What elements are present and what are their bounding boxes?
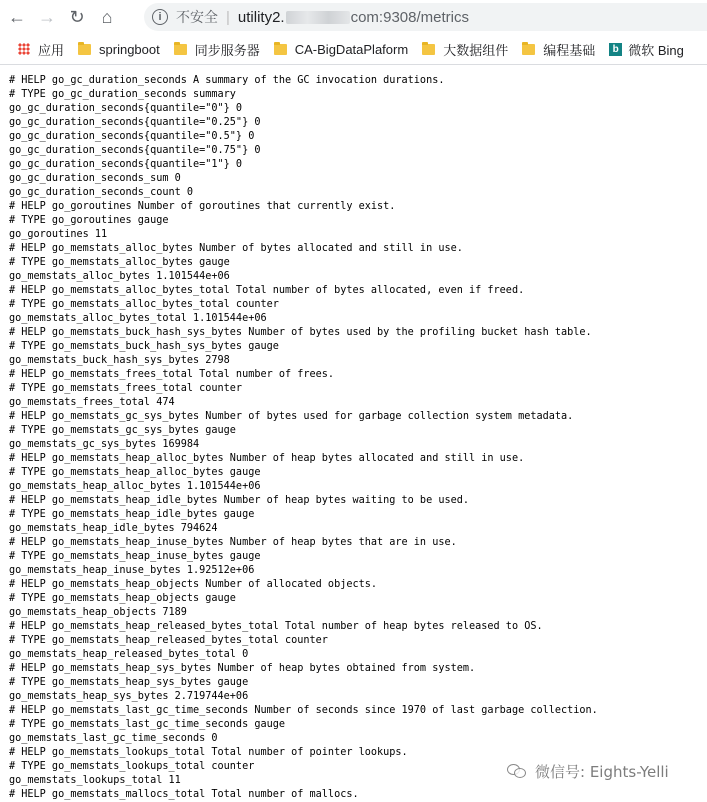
metric-line: go_gc_duration_seconds{quantile="0.5"} 0: [9, 131, 255, 142]
metric-line: # TYPE go_memstats_lookups_total counter: [9, 761, 255, 772]
metric-line: # TYPE go_memstats_heap_sys_bytes gauge: [9, 677, 249, 688]
metric-line: go_memstats_heap_objects 7189: [9, 607, 187, 618]
folder-icon: [522, 44, 535, 55]
metric-line: go_gc_duration_seconds{quantile="0.75"} 0: [9, 145, 261, 156]
metric-line: # TYPE go_memstats_heap_inuse_bytes gauge: [9, 551, 261, 562]
bookmark-label: 微软 Bing: [628, 42, 684, 58]
metric-line: go_memstats_heap_inuse_bytes 1.92512e+06: [9, 565, 255, 576]
metric-line: go_gc_duration_seconds{quantile="1"} 0: [9, 159, 243, 170]
bookmarks-bar: [0, 34, 707, 65]
bookmark-label: 编程基础: [543, 42, 596, 58]
bookmark-springboot[interactable]: [78, 42, 160, 57]
metric-line: go_memstats_last_gc_time_seconds 0: [9, 733, 218, 744]
metric-line: # HELP go_memstats_gc_sys_bytes Number of bytes used for garbage collection system metadata.: [9, 411, 574, 422]
metric-line: go_gc_duration_seconds_sum 0: [9, 173, 181, 184]
security-status: 不安全: [176, 9, 218, 25]
metric-line: # HELP go_memstats_heap_sys_bytes Number of heap bytes obtained from system.: [9, 663, 476, 674]
home-icon[interactable]: ⌂: [101, 6, 113, 27]
metric-line: # TYPE go_memstats_heap_objects gauge: [9, 593, 236, 604]
bookmark-sync-server[interactable]: [174, 40, 260, 59]
bookmark-programming-basics[interactable]: [522, 40, 595, 59]
metric-line: go_memstats_lookups_total 11: [9, 775, 181, 786]
metric-line: # HELP go_memstats_heap_idle_bytes Number of heap bytes waiting to be used.: [9, 495, 470, 506]
forward-arrow-icon[interactable]: →: [38, 6, 56, 27]
folder-icon: [174, 44, 187, 55]
watermark-text: 微信号: Eights-Yelli: [535, 762, 669, 781]
metric-line: # TYPE go_memstats_gc_sys_bytes gauge: [9, 425, 236, 436]
address-separator: |: [226, 8, 230, 26]
metric-line: # TYPE go_memstats_last_gc_time_seconds gauge: [9, 719, 286, 730]
metric-line: go_memstats_alloc_bytes 1.101544e+06: [9, 271, 230, 282]
metric-line: # HELP go_memstats_alloc_bytes_total Total number of bytes allocated, even if freed.: [9, 285, 525, 296]
metric-line: go_gc_duration_seconds{quantile="0"} 0: [9, 103, 243, 114]
metric-line: go_memstats_alloc_bytes_total 1.101544e+06: [9, 313, 267, 324]
metric-line: go_memstats_heap_sys_bytes 2.719744e+06: [9, 691, 249, 702]
metric-line: # TYPE go_memstats_heap_alloc_bytes gauge: [9, 467, 261, 478]
bookmark-bing[interactable]: [609, 40, 684, 59]
metric-line: go_goroutines 11: [9, 229, 108, 240]
apps-icon: [18, 43, 30, 55]
bookmark-ca-bigdata[interactable]: [274, 42, 408, 57]
browser-toolbar: [0, 0, 707, 34]
metric-line: go_memstats_heap_idle_bytes 794624: [9, 523, 218, 534]
metric-line: # TYPE go_memstats_heap_idle_bytes gauge: [9, 509, 255, 520]
address-bar[interactable]: [144, 3, 707, 31]
metric-line: # HELP go_memstats_heap_inuse_bytes Number of heap bytes that are in use.: [9, 537, 457, 548]
metric-line: go_gc_duration_seconds{quantile="0.25"} 0: [9, 117, 261, 128]
bookmark-label: CA-BigDataPlaform: [294, 41, 409, 57]
metric-line: # HELP go_memstats_alloc_bytes Number of bytes allocated and still in use.: [9, 243, 463, 254]
metric-line: # HELP go_memstats_heap_alloc_bytes Number of heap bytes allocated and still in use.: [9, 453, 525, 464]
bing-icon: b: [609, 43, 622, 56]
metric-line: # TYPE go_memstats_heap_released_bytes_total counter: [9, 635, 328, 646]
info-icon[interactable]: i: [152, 9, 168, 25]
bookmark-apps[interactable]: [18, 40, 64, 59]
folder-icon: [78, 44, 91, 55]
metric-line: # TYPE go_goroutines gauge: [9, 215, 169, 226]
metric-line: # TYPE go_gc_duration_seconds summary: [9, 89, 236, 100]
metric-line: # TYPE go_memstats_alloc_bytes_total counter: [9, 299, 279, 310]
back-arrow-icon[interactable]: ←: [8, 6, 26, 27]
metric-line: # HELP go_memstats_heap_released_bytes_total Total number of heap bytes released to OS.: [9, 621, 543, 632]
metric-line: # HELP go_gc_duration_seconds A summary of the GC invocation durations.: [9, 75, 445, 86]
metric-line: # TYPE go_memstats_alloc_bytes gauge: [9, 257, 230, 268]
redacted-domain: [286, 11, 350, 24]
metric-line: go_memstats_heap_released_bytes_total 0: [9, 649, 249, 660]
metrics-text: [9, 74, 707, 802]
metric-line: go_memstats_heap_alloc_bytes 1.101544e+06: [9, 481, 261, 492]
folder-icon: [274, 44, 287, 55]
metric-line: go_gc_duration_seconds_count 0: [9, 187, 194, 198]
folder-icon: [422, 44, 435, 55]
metric-line: go_memstats_buck_hash_sys_bytes 2798: [9, 355, 230, 366]
bookmark-label: springboot: [99, 41, 160, 57]
url-suffix: com:9308/metrics: [350, 8, 469, 26]
url-prefix: utility2.: [237, 8, 285, 26]
metric-line: # HELP go_memstats_heap_objects Number of allocated objects.: [9, 579, 378, 590]
metric-line: # HELP go_memstats_mallocs_total Total number of mallocs.: [9, 789, 359, 800]
metric-line: # HELP go_memstats_lookups_total Total number of pointer lookups.: [9, 747, 408, 758]
metric-line: # TYPE go_memstats_frees_total counter: [9, 383, 243, 394]
metric-line: # TYPE go_memstats_buck_hash_sys_bytes gauge: [9, 341, 279, 352]
metric-line: # HELP go_memstats_buck_hash_sys_bytes Number of bytes used by the profiling bucket hash table.: [9, 327, 592, 338]
reload-icon[interactable]: ↻: [69, 6, 85, 27]
metric-line: # HELP go_memstats_last_gc_time_seconds Number of seconds since 1970 of last garbage collection.: [9, 705, 598, 716]
bookmark-bigdata-components[interactable]: [422, 40, 508, 59]
wechat-icon: [507, 762, 529, 780]
metric-line: go_memstats_gc_sys_bytes 169984: [9, 439, 200, 450]
bookmark-label: 应用: [38, 42, 65, 58]
metric-line: go_memstats_frees_total 474: [9, 397, 175, 408]
metric-line: # HELP go_goroutines Number of goroutines that currently exist.: [9, 201, 396, 212]
watermark: [507, 759, 669, 783]
bookmark-label: 同步服务器: [194, 42, 260, 58]
bookmark-label: 大数据组件: [443, 42, 509, 58]
url-text[interactable]: [238, 9, 469, 26]
metric-line: # HELP go_memstats_frees_total Total number of frees.: [9, 369, 335, 380]
